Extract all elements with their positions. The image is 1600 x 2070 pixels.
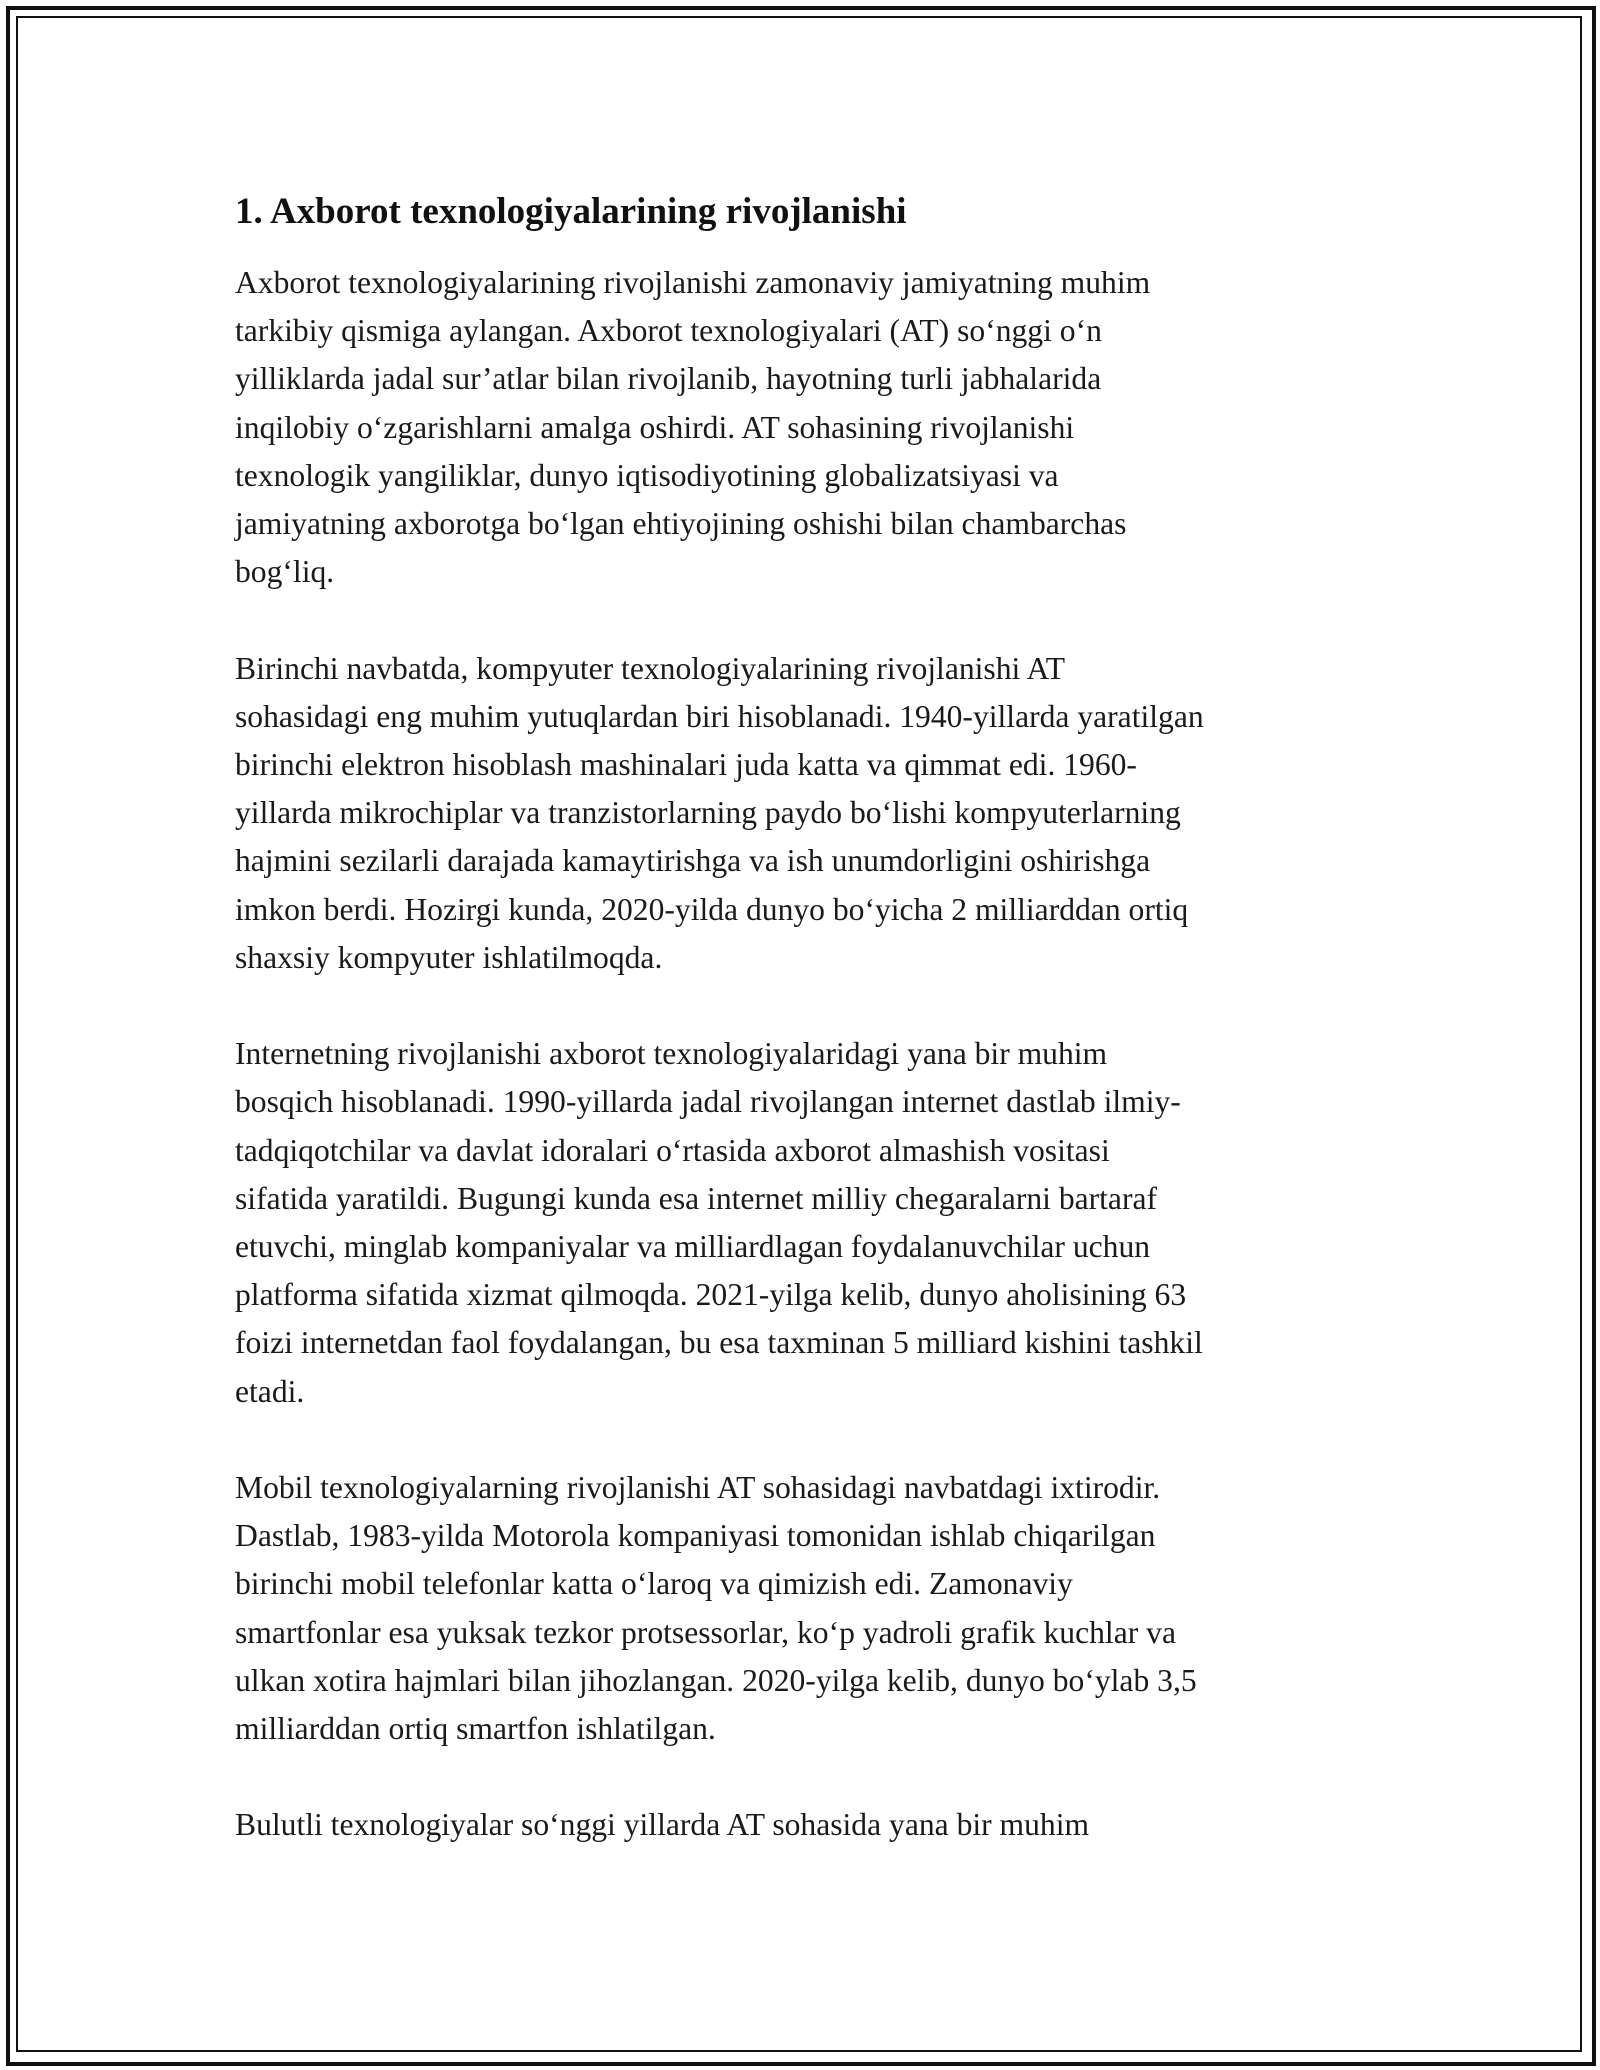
text-line: foizi internetdan faol foydalangan, bu esa taxminan 5 milliard kishini tashkil: [235, 1325, 1203, 1361]
text-line: imkon berdi. Hozirgi kunda, 2020-yilda dunyo bo‘yicha 2 milliarddan ortiq: [235, 891, 1189, 927]
text-line: etuvchi, minglab kompaniyalar va milliardlagan foydalanuvchilar uchun: [235, 1229, 1151, 1265]
text-line: jamiyatning axborotga bo‘lgan ehtiyojining oshishi bilan chambarchas: [235, 506, 1127, 542]
text-line: shaxsiy kompyuter ishlatilmoqda.: [235, 939, 663, 975]
text-line: yilliklarda jadal sur’atlar bilan rivojlanib, hayotning turli jabhalarida: [235, 361, 1102, 397]
text-line: Dastlab, 1983-yilda Motorola kompaniyasi tomonidan ishlab chiqarilgan: [235, 1518, 1156, 1554]
paragraph-1: [235, 259, 1375, 596]
text-line: Bulutli texnologiyalar so‘nggi yillarda AT sohasida yana bir muhim: [235, 1807, 1090, 1843]
text-line: bosqich hisoblanadi. 1990-yillarda jadal rivojlangan internet dastlab ilmiy-: [235, 1084, 1181, 1120]
text-line: sohasidagi eng muhim yutuqlardan biri hisoblanadi. 1940-yillarda yaratilgan: [235, 698, 1204, 734]
text-line: etadi.: [235, 1373, 305, 1409]
paragraph-2: [235, 645, 1375, 982]
document-body: [235, 188, 1375, 1898]
text-line: hajmini sezilarli darajada kamaytirishga va ish unumdorligini oshirishga: [235, 843, 1151, 879]
section-heading: 1. Axborot texnologiyalarining rivojlanishi: [235, 191, 907, 232]
text-line: smartfonlar esa yuksak tezkor protsessorlar, ko‘p yadroli grafik kuchlar va: [235, 1614, 1176, 1650]
text-line: Birinchi navbatda, kompyuter texnologiyalarining rivojlanishi AT: [235, 650, 1066, 686]
paragraph-4: [235, 1464, 1375, 1753]
text-line: yillarda mikrochiplar va tranzistorlarning paydo bo‘lishi kompyuterlarning: [235, 795, 1181, 831]
text-line: birinchi mobil telefonlar katta o‘laroq va qimizish edi. Zamonaviy: [235, 1566, 1073, 1602]
text-line: tadqiqotchilar va davlat idoralari o‘rtasida axborot almashish vositasi: [235, 1132, 1110, 1168]
text-line: tarkibiy qismiga aylangan. Axborot texnologiyalari (AT) so‘nggi o‘n: [235, 313, 1102, 349]
text-line: ulkan xotira hajmlari bilan jihozlangan. 2020-yilga kelib, dunyo bo‘ylab 3,5: [235, 1662, 1197, 1698]
text-line: Axborot texnologiyalarining rivojlanishi zamonaviy jamiyatning muhim: [235, 265, 1151, 300]
text-line: inqilobiy o‘zgarishlarni amalga oshirdi. AT sohasining rivojlanishi: [235, 409, 1075, 445]
text-line: texnologik yangiliklar, dunyo iqtisodiyotining globalizatsiyasi va: [235, 457, 1059, 493]
text-line: sifatida yaratildi. Bugungi kunda esa internet milliy chegaralarni bartaraf: [235, 1180, 1158, 1216]
text-line: platforma sifatida xizmat qilmoqda. 2021-yilga kelib, dunyo aholisining 63: [235, 1277, 1187, 1313]
text-line: Internetning rivojlanishi axborot texnologiyalaridagi yana bir muhim: [235, 1036, 1108, 1072]
paragraph-5: [235, 1801, 1375, 1849]
text-line: Mobil texnologiyalarning rivojlanishi AT sohasidagi navbatdagi ixtirodir.: [235, 1470, 1161, 1506]
text-line: birinchi elektron hisoblash mashinalari juda katta va qimmat edi. 1960-: [235, 747, 1137, 783]
text-line: bog‘liq.: [235, 554, 335, 590]
paragraph-3: [235, 1030, 1375, 1416]
text-line: milliarddan ortiq smartfon ishlatilgan.: [235, 1711, 716, 1747]
